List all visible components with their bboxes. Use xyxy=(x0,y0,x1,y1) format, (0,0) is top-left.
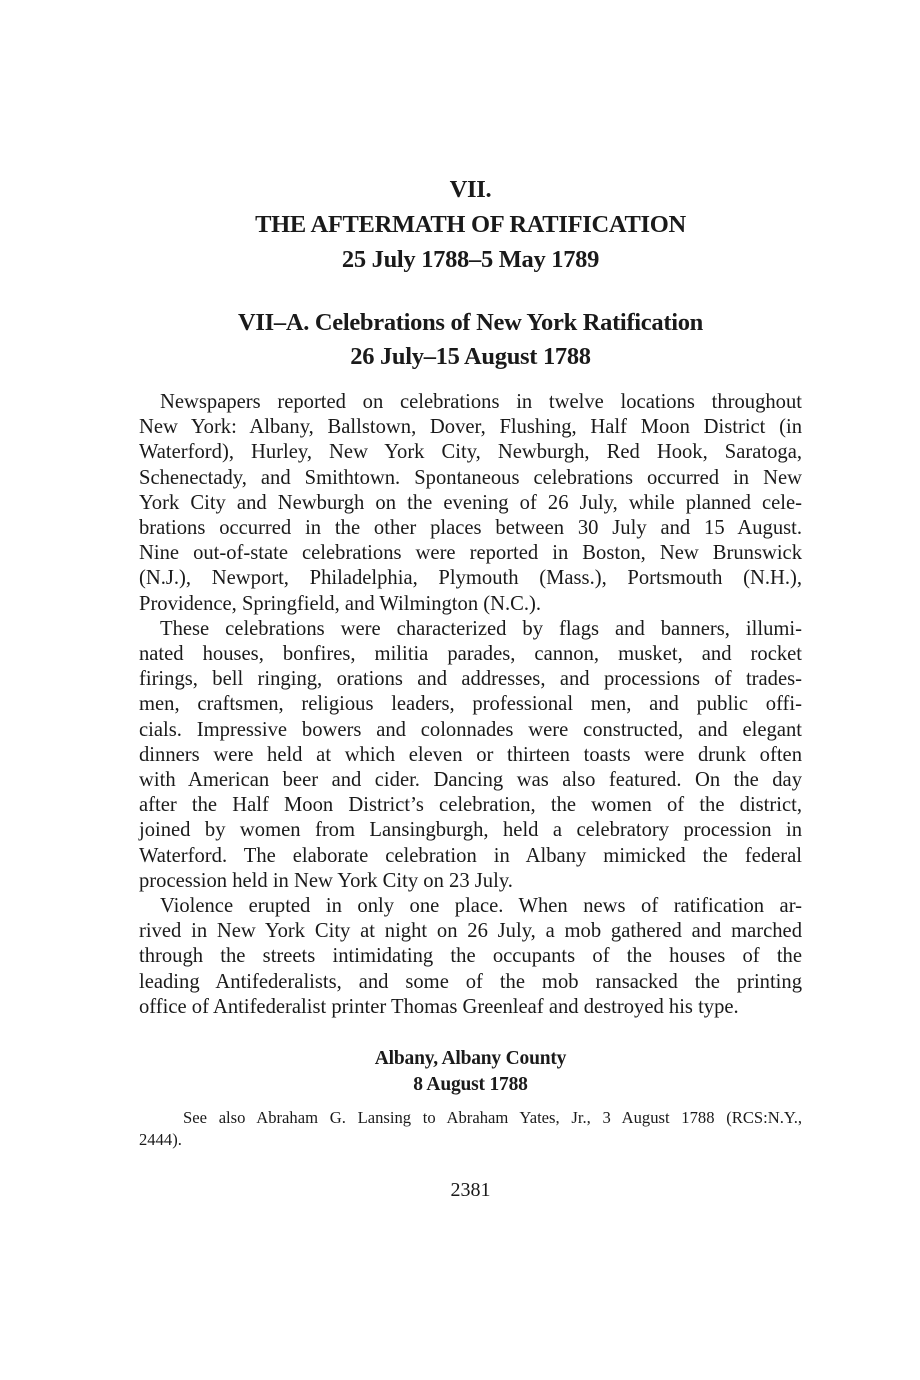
part-heading xyxy=(139,172,802,277)
note-line: See also Abraham G. Lansing to Abraham Yates, Jr., 3 August 1788 (RCS:N.Y., xyxy=(183,1108,802,1128)
section-dates: 26 July–15 August 1788 xyxy=(350,343,591,370)
text-line: procession held in New York City on 23 July. xyxy=(139,869,513,892)
text-line: Newspapers reported on celebrations in twelve locations throughout xyxy=(160,391,802,413)
part-number: VII. xyxy=(449,176,492,203)
text-line: Schenectady, and Smithtown. Spontaneous celebrations occurred in New xyxy=(139,466,802,489)
text-line: These celebrations were characterized by flags and banners, illumi- xyxy=(160,617,802,640)
text-line: New York: Albany, Ballstown, Dover, Flushing, Half Moon District (in xyxy=(139,416,802,439)
text-line: after the Half Moon District’s celebration, the women of the district, xyxy=(139,794,802,817)
text-line: Waterford. The elaborate celebration in Albany mimicked the federal xyxy=(139,844,802,867)
document-page xyxy=(139,172,802,1202)
text-line: office of Antifederalist printer Thomas Greenleaf and destroyed his type. xyxy=(139,995,739,1018)
paragraph-3 xyxy=(139,894,802,1020)
subsection-heading xyxy=(139,1046,802,1098)
text-line: joined by women from Lansingburgh, held a celebratory procession in xyxy=(139,819,802,842)
text-line: with American beer and cider. Dancing was also featured. On the day xyxy=(139,769,802,792)
section-title: VII–A. Celebrations of New York Ratification xyxy=(238,309,703,336)
text-line: Nine out-of-state celebrations were reported in Boston, New Brunswick xyxy=(139,542,802,565)
subsection-place: Albany, Albany County xyxy=(374,1048,567,1070)
part-dates: 25 July 1788–5 May 1789 xyxy=(341,246,600,273)
note-line: 2444). xyxy=(139,1130,182,1150)
text-line: men, craftsmen, religious leaders, professional men, and public offi- xyxy=(139,693,802,716)
page-number: 2381 xyxy=(450,1179,491,1202)
text-line: through the streets intimidating the occupants of the houses of the xyxy=(139,945,802,968)
text-line: firings, bell ringing, orations and addresses, and processions of trades- xyxy=(139,668,802,691)
text-line: brations occurred in the other places between 30 July and 15 August. xyxy=(139,517,802,540)
section-heading xyxy=(139,306,802,374)
text-line: leading Antifederalists, and some of the mob ransacked the printing xyxy=(139,970,802,993)
paragraph-1 xyxy=(139,390,802,617)
body-text xyxy=(139,390,802,1020)
text-line: Waterford), Hurley, New York City, Newburgh, Red Hook, Saratoga, xyxy=(139,441,802,464)
text-line: Providence, Springfield, and Wilmington (N.C.). xyxy=(139,592,542,615)
paragraph-2 xyxy=(139,617,802,894)
part-title: THE AFTERMATH OF RATIFICATION xyxy=(255,211,686,238)
text-line: dinners were held at which eleven or thirteen toasts were drunk often xyxy=(139,743,802,766)
text-line: cials. Impressive bowers and colonnades were constructed, and elegant xyxy=(139,718,802,741)
text-line: nated houses, bonfires, militia parades, cannon, musket, and rocket xyxy=(139,643,802,666)
text-line: York City and Newburgh on the evening of 26 July, while planned cele- xyxy=(139,491,802,514)
subsection-date: 8 August 1788 xyxy=(413,1074,528,1096)
text-line: (N.J.), Newport, Philadelphia, Plymouth (Mass.), Portsmouth (N.H.), xyxy=(139,567,802,590)
editorial-note xyxy=(139,1107,802,1151)
text-line: Violence erupted in only one place. When news of ratification ar- xyxy=(160,895,802,918)
text-line: rived in New York City at night on 26 July, a mob gathered and marched xyxy=(139,920,802,943)
